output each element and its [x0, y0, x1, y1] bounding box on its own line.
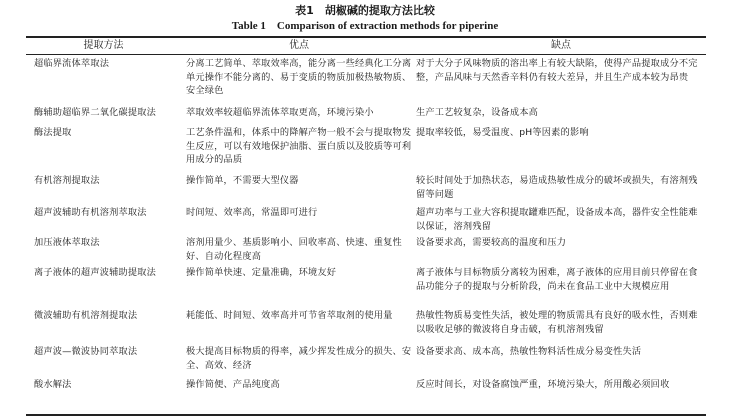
cons-cell: 设备要求高，需要较高的温度和压力	[416, 237, 567, 248]
method-cell: 有机溶剂提取法	[34, 175, 100, 186]
header-method: 提取方法	[83, 40, 124, 51]
method-cell: 超声波—微波协同萃取法	[34, 346, 138, 357]
table-caption-cn: 表1 胡椒碱的提取方法比较	[295, 4, 435, 17]
cons-cell: 设备要求高、成本高，热敏性物料活性成分易变性失活	[416, 346, 642, 357]
cons-cell: 热敏性物质易变性失活，被处理的物质需具有良好的吸水性，否则难以吸收足够的微波将自身击破，有机溶剂残留	[416, 310, 698, 335]
pros-cell: 耗能低、时间短、效率高并可节省萃取剂的使用量	[186, 310, 393, 321]
method-cell: 超临界流体萃取法	[34, 58, 110, 69]
pros-cell: 操作简单，不需要大型仪器	[186, 175, 299, 186]
pros-cell: 操作简便、产品纯度高	[186, 379, 280, 390]
pros-cell: 极大提高目标物质的得率，减少挥发性成分的损失、安全、高效、经济	[186, 346, 412, 371]
header-cons: 缺点	[551, 40, 571, 51]
cons-cell: 离子液体与目标物质分离较为困难，离子液体的应用目前只停留在食品功能分子的提取与分析阶段，尚未在食品工业中大规模应用	[416, 267, 698, 292]
cons-cell: 生产工艺较复杂，设备成本高	[416, 107, 539, 118]
cons-cell: 反应时间长，对设备腐蚀严重，环境污染大，所用酸必须回收	[416, 379, 670, 390]
header-rule	[26, 54, 706, 55]
method-cell: 酸水解法	[34, 379, 72, 390]
method-cell: 加压液体萃取法	[34, 237, 100, 248]
cons-cell: 对于大分子风味物质的溶出率上有较大缺陷，使得产品提取成分不完整，产品风味与天然香辛料仍有较大差异，并且生产成本较为昂贵	[416, 58, 698, 83]
cons-cell: 较长时间处于加热状态，易造成热敏性成分的破坏或损失，有溶剂残留等问题	[416, 175, 698, 200]
method-cell: 超声波辅助有机溶剂萃取法	[34, 207, 147, 218]
method-cell: 微波辅助有机溶剂提取法	[34, 310, 138, 321]
pros-cell: 时间短、效率高，常温即可进行	[186, 207, 318, 218]
cons-cell: 超声功率与工业大容积提取罐难匹配，设备成本高，器件安全性能难以保证，溶剂残留	[416, 207, 698, 232]
pros-cell: 分离工艺简单、萃取效率高，能分离一些经典化工分离单元操作不能分离的、易于变质的物质加极热敏物质、安全绿色	[186, 58, 412, 96]
pros-cell: 萃取效率较超临界流体萃取更高，环境污染小	[186, 107, 374, 118]
bottom-rule	[26, 414, 706, 416]
cons-cell: 提取率较低，易受温度、pH等因素的影响	[416, 127, 589, 138]
method-cell: 酶法提取	[34, 127, 72, 138]
pros-cell: 工艺条件温和，体系中的降解产物一般不会与提取物发生反应，可以有效地保护油脂、蛋白质以及胶质等可利用成分的品质	[186, 127, 412, 165]
pros-cell: 溶剂用量少、基质影响小、回收率高、快速、重复性好、自动化程度高	[186, 237, 402, 262]
method-cell: 酶辅助超临界二氧化碳提取法	[34, 107, 157, 118]
pros-cell: 操作简单快速、定量准确，环境友好	[186, 267, 337, 278]
table-caption-en: Table 1 Comparison of extraction methods for piperine	[231, 20, 499, 32]
method-cell: 离子液体的超声波辅助提取法	[34, 267, 157, 278]
header-pros: 优点	[289, 40, 309, 51]
